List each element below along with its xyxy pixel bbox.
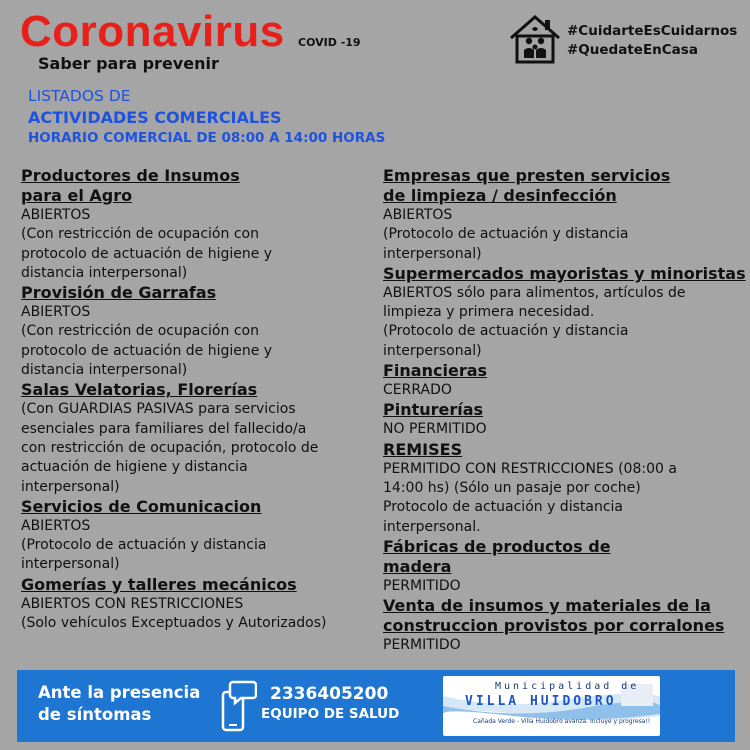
category-title: Provisión de Garrafas (21, 283, 217, 303)
category-title: Pinturerías (383, 400, 484, 420)
page-title: Coronavirus (20, 7, 285, 56)
brand (20, 7, 361, 73)
house-family-icon (508, 14, 562, 64)
list-item (383, 400, 748, 439)
category-title: Empresas que presten servicios de limpieza / desinfección (383, 166, 671, 205)
heading-line-1: LISTADOS DE (28, 87, 131, 105)
hashtag-2: #QuedateEnCasa (567, 42, 698, 58)
list-item (21, 283, 376, 380)
category-text: ABIERTOS (Con restricción de ocupación con protocolo de actuación de higiene y distancia interpersonal) (21, 207, 273, 281)
category-title: Fábricas de productos de madera (383, 536, 611, 576)
category-title: REMISES (383, 439, 463, 459)
health-team-label: EQUIPO DE SALUD (261, 706, 400, 722)
heading-hours: HORARIO COMERCIAL DE 08:00 A 14:00 HORAS (28, 130, 386, 146)
category-title: Salas Velatorias, Florerías (21, 380, 258, 400)
municipality-logo (443, 676, 660, 736)
list-item (383, 596, 748, 655)
category-text: PERMITIDO (383, 577, 461, 594)
category-text: PERMITIDO (383, 637, 461, 654)
heading-line-2: ACTIVIDADES COMERCIALES (28, 108, 282, 127)
list-item (383, 440, 748, 537)
list-item (21, 497, 376, 575)
list-item (21, 380, 376, 496)
list-item (383, 361, 748, 400)
hashtag-1: #CuidarteEsCuidarnos (567, 23, 738, 39)
subtitle: Saber para prevenir (38, 54, 219, 73)
category-text: ABIERTOS (Protocolo de actuación y distancia interpersonal) (383, 207, 629, 262)
right-column (383, 166, 748, 655)
hashtags (567, 22, 737, 60)
category-text: ABIERTOS sólo para alimentos, artículos de limpieza y primera necesidad. (Protocolo de actuación y distancia interpersonal) (383, 284, 686, 359)
phone-number[interactable]: 2336405200 (270, 684, 389, 704)
category-title: Venta de insumos y materiales de la construccion provistos por corralones (383, 596, 725, 636)
category-title: Gomerías y talleres mecánicos (21, 574, 297, 594)
list-item (383, 264, 748, 361)
municipality-label: Municipalidad de (495, 681, 640, 692)
symptoms-text: Ante la presencia de síntomas (38, 683, 201, 724)
covid-label: COVID -19 (298, 36, 361, 49)
category-title: Supermercados mayoristas y minoristas (383, 263, 746, 283)
left-column (21, 166, 376, 633)
category-text: NO PERMITIDO (383, 421, 487, 438)
category-text: ABIERTOS CON RESTRICCIONES (Solo vehículos Exceptuados y Autorizados) (21, 595, 327, 632)
list-item (383, 166, 748, 264)
section-heading (28, 86, 385, 149)
municipality-tagline: Cañada Verde - Villa Huidobro avanza. Incluye y progresa!! (473, 718, 651, 725)
municipality-name: VILLA HUIDOBRO (465, 694, 617, 709)
category-text: ABIERTOS (Con restricción de ocupación con protocolo de actuación de higiene y distancia interpersonal) (21, 304, 273, 379)
category-text: CERRADO (383, 382, 452, 399)
phone-message-icon (217, 678, 257, 734)
category-title: Financieras (383, 361, 488, 381)
list-item (21, 166, 376, 283)
footer-banner (17, 670, 735, 742)
list-item (21, 575, 376, 634)
category-title: Productores de Insumos para el Agro (21, 166, 240, 205)
list-item (383, 537, 748, 596)
category-text: (Con GUARDIAS PASIVAS para servicios esenciales para familiares del fallecido/a con restricción de ocupación, protocolo de actuación de higiene y distancia interpersonal) (21, 401, 319, 495)
category-text: ABIERTOS (Protocolo de actuación y distancia interpersonal) (21, 517, 267, 573)
category-text: PERMITIDO CON RESTRICCIONES (08:00 a 14:00 hs) (Sólo un pasaje por coche) Protocolo de actuación y distancia interpersonal. (383, 460, 677, 535)
category-title: Servicios de Comunicacion (21, 496, 262, 516)
